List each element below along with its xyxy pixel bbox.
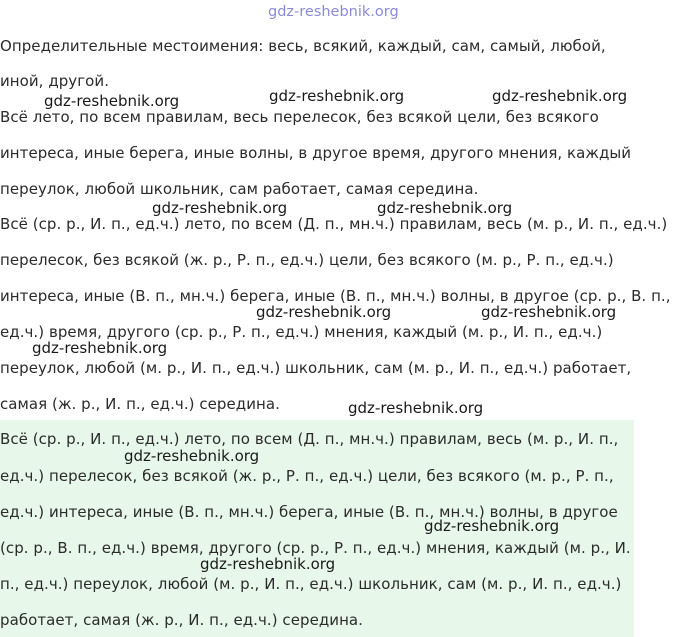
watermark: gdz-reshebnik.org [348, 399, 484, 417]
analysis-line-4: ед.ч.) время, другого (ср. р., Р. п., ед.ч.) мнения, каждый (м. р., И. п., ед.ч.) [0, 323, 603, 341]
analysis-line-2: перелесок, без всякой (ж. р., Р. п., ед.ч.) цели, без всякого (м. р., Р. п., ед.ч.) [0, 251, 614, 269]
intro-line-1: Определительные местоимения: весь, всякий, каждый, сам, самый, любой, [0, 37, 606, 55]
intro-line-2: иной, другой. [0, 72, 110, 90]
analysis-line-1: Всё (ср. р., И. п., ед.ч.) лето, по всем (Д. п., мн.ч.) правилам, весь (м. р., И. п., ед.ч.) [0, 215, 668, 233]
phrases-line-3: переулок, любой школьник, сам работает, самая середина. [0, 180, 479, 198]
phrases-line-1: Всё лето, по всем правилам, весь перелесок, без всякой цели, без всякого [0, 108, 599, 126]
watermark: gdz-reshebnik.org [124, 447, 260, 465]
watermark: gdz-reshebnik.org [269, 87, 405, 105]
watermark: gdz-reshebnik.org [200, 555, 336, 573]
watermark-top: gdz-reshebnik.org [268, 4, 399, 20]
watermark: gdz-reshebnik.org [256, 303, 392, 321]
watermark: gdz-reshebnik.org [492, 87, 628, 105]
phrases-line-2: интереса, иные берега, иные волны, в другое время, другого мнения, каждый [0, 144, 632, 162]
watermark: gdz-reshebnik.org [32, 339, 168, 357]
answer-line-2: ед.ч.) перелесок, без всякой (ж. р., Р. п., ед.ч.) цели, без всякого (м. р., Р. п., [0, 467, 614, 485]
answer-line-6: работает, самая (ж. р., И. п., ед.ч.) середина. [0, 611, 363, 629]
analysis-line-5: переулок, любой (м. р., И. п., ед.ч.) школьник, сам (м. р., И. п., ед.ч.) работает, [0, 359, 632, 377]
watermark: gdz-reshebnik.org [44, 92, 180, 110]
analysis-line-3: интереса, иные (В. п., мн.ч.) берега, иные (В. п., мн.ч.) волны, в другое (ср. р., В. п., [0, 287, 671, 305]
answer-line-1: Всё (ср. р., И. п., ед.ч.) лето, по всем (Д. п., мн.ч.) правилам, весь (м. р., И. п., [0, 430, 619, 448]
analysis-line-6: самая (ж. р., И. п., ед.ч.) середина. [0, 395, 280, 413]
watermark: gdz-reshebnik.org [424, 517, 560, 535]
answer-line-4: (ср. р., В. п., ед.ч.) время, другого (ср. р., Р. п., ед.ч.) мнения, каждый (м. р., И. [0, 539, 631, 557]
answer-line-3: ед.ч.) интереса, иные (В. п., мн.ч.) берега, иные (В. п., мн.ч.) волны, в другое [0, 503, 618, 521]
answer-line-5: п., ед.ч.) переулок, любой (м. р., И. п., ед.ч.) школьник, сам (м. р., И. п., ед.ч.) [0, 575, 622, 593]
watermark: gdz-reshebnik.org [152, 199, 288, 217]
watermark: gdz-reshebnik.org [481, 303, 617, 321]
watermark: gdz-reshebnik.org [377, 199, 513, 217]
